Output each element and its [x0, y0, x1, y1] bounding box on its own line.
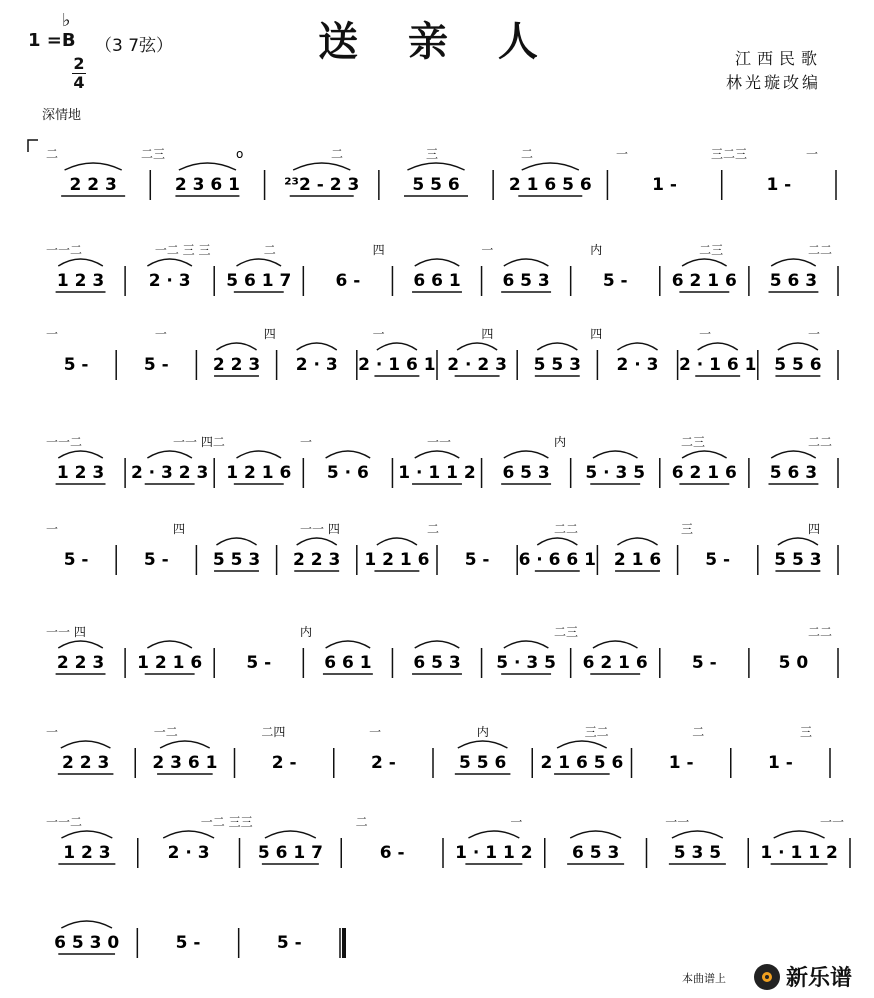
- key-note: B: [61, 30, 76, 51]
- key-prefix: 1 =: [28, 30, 62, 51]
- measure-notes: 2 3 6 1: [152, 753, 218, 773]
- measure-notes: 6 5 3: [413, 653, 461, 673]
- slur-arc: [160, 741, 210, 748]
- measure-notes: 5 -: [143, 550, 169, 570]
- measure-notes: 6 2 1 6: [671, 463, 737, 483]
- slur-arc: [537, 538, 577, 545]
- measure-notes: 5 -: [175, 933, 201, 953]
- slur-arc: [593, 641, 638, 648]
- measure-notes: 2 · 3 2 3: [130, 463, 209, 483]
- fingering-mark: 二: [331, 147, 344, 161]
- measure-notes: 2 · 1 6 1: [358, 355, 436, 375]
- fingering-mark: 四: [590, 327, 603, 341]
- measure-notes: 2 -: [370, 753, 396, 773]
- measure-notes: 6 -: [335, 271, 361, 291]
- slur-arc: [293, 163, 350, 170]
- slur-arc: [58, 451, 103, 458]
- fingering-mark: 一: [369, 725, 382, 739]
- slur-arc: [147, 451, 192, 458]
- fingering-mark: 一: [46, 327, 59, 341]
- measure-notes: 6 2 1 6: [582, 653, 648, 673]
- measure-notes: 6 -: [379, 843, 405, 863]
- fingering-mark: 一: [300, 435, 313, 449]
- measure-notes: 5 -: [276, 933, 302, 953]
- slur-arc: [326, 451, 371, 458]
- measure-notes: 2 2 3: [56, 653, 105, 673]
- slur-arc: [216, 538, 256, 545]
- fingering-mark: 内: [300, 625, 313, 639]
- slur-arc: [504, 641, 549, 648]
- fingering-mark: 一一二: [46, 815, 83, 829]
- measure-notes: 5 -: [143, 355, 169, 375]
- measure-notes: 1 · 1 1 2: [398, 463, 476, 483]
- measure-notes: 5 -: [63, 355, 89, 375]
- measure-notes: 5 6 3: [769, 271, 818, 291]
- fingering-mark: 一二 三 三: [154, 243, 211, 257]
- slur-arc: [778, 538, 818, 545]
- measure-notes: 6 6 1: [324, 653, 372, 673]
- measure-notes: 1 · 1 1 2: [760, 843, 838, 863]
- slur-arc: [147, 641, 192, 648]
- fingering-mark: 一一 四: [300, 522, 340, 536]
- measure-notes: 5 -: [246, 653, 272, 673]
- fingering-mark: 内: [554, 435, 567, 449]
- measure-notes: 6 5 3: [502, 271, 550, 291]
- fingering-mark: 一: [154, 327, 167, 341]
- slur-arc: [468, 831, 519, 838]
- fingering-mark: 四: [481, 327, 494, 341]
- slur-arc: [179, 163, 236, 170]
- measure-notes: 6 2 1 6: [671, 271, 737, 291]
- fingering-mark: 四: [372, 243, 385, 257]
- fingering-mark: 一二 三三: [200, 815, 253, 829]
- slur-arc: [61, 741, 111, 748]
- slur-arc: [216, 343, 256, 350]
- time-top: 2: [73, 54, 85, 73]
- fingering-mark: 二三: [699, 243, 724, 257]
- measure-notes: 1 -: [766, 175, 792, 195]
- measure-notes: 5 5 3: [212, 550, 261, 570]
- fingering-mark: 二二: [808, 243, 833, 257]
- fingering-mark: 一一: [820, 815, 845, 829]
- measure-notes: 5 6 1 7: [257, 843, 323, 863]
- fingering-mark: 一: [510, 815, 523, 829]
- measure-notes: 5 6 1 7: [226, 271, 292, 291]
- measure-notes: 2 1 6 5 6: [508, 175, 592, 195]
- measure-notes: 5 · 3 5: [496, 653, 556, 673]
- measure-notes: 2 1 6: [613, 550, 662, 570]
- slur-arc: [778, 343, 818, 350]
- fingering-mark: 一: [806, 147, 819, 161]
- measure-notes: 5 6 3: [769, 463, 818, 483]
- fingering-mark: 一二: [153, 725, 178, 739]
- slur-arc: [377, 343, 417, 350]
- measure-notes: 1 2 1 6: [137, 653, 203, 673]
- origin-label: 江西民歌: [735, 49, 824, 68]
- measure-notes: 5 5 3: [533, 355, 581, 375]
- slur-arc: [771, 451, 816, 458]
- tempo-marking: 深情地: [42, 108, 82, 123]
- slur-arc: [504, 259, 549, 266]
- slur-arc: [377, 538, 417, 545]
- measure-notes: 1 2 3: [56, 463, 105, 483]
- string-tuning: （3 7弦）: [95, 36, 174, 56]
- fingering-mark: 一: [46, 725, 59, 739]
- measure-notes: 2 2 3: [61, 753, 110, 773]
- slur-arc: [672, 831, 723, 838]
- fingering-mark: 二: [263, 243, 276, 257]
- slur-arc: [771, 259, 816, 266]
- slur-arc: [415, 451, 460, 458]
- slur-arc: [407, 163, 464, 170]
- fingering-mark: 一: [46, 522, 59, 536]
- fingering-mark: 二: [692, 725, 705, 739]
- measure-notes: 6 5 3 0: [54, 933, 120, 953]
- time-bottom: 4: [73, 73, 85, 92]
- site-logo[interactable]: 新乐谱: [786, 966, 853, 991]
- fingering-mark: 一: [699, 327, 712, 341]
- measure-notes: 2 2 3: [293, 550, 341, 570]
- fingering-mark: 一: [372, 327, 385, 341]
- fingering-mark: 二三: [681, 435, 706, 449]
- slur-arc: [457, 343, 497, 350]
- fingering-mark: 二三: [554, 625, 579, 639]
- fingering-mark: 四: [173, 522, 186, 536]
- slur-arc: [61, 921, 112, 928]
- measure-notes: 5 5 6: [412, 175, 460, 195]
- measure-notes: 2 3 6 1: [174, 175, 240, 195]
- measure-notes: 5 -: [464, 550, 490, 570]
- fingering-mark: 二: [521, 147, 534, 161]
- slur-arc: [537, 343, 577, 350]
- measure-notes: 6 5 3: [502, 463, 550, 483]
- fingering-mark: 二二: [554, 522, 579, 536]
- fingering-mark: 四: [263, 327, 276, 341]
- fingering-mark: 一: [481, 243, 494, 257]
- fingering-mark: 一: [808, 327, 821, 341]
- measure-notes: 5 3 5: [673, 843, 722, 863]
- slur-arc: [163, 831, 214, 838]
- slur-arc: [458, 741, 508, 748]
- arranger-label: 林光璇改编: [726, 73, 822, 92]
- slur-arc: [61, 831, 112, 838]
- measure-notes: 1 · 1 1 2: [455, 843, 533, 863]
- measure-notes: 5 -: [602, 271, 628, 291]
- fingering-mark: 内: [590, 243, 603, 257]
- measure-notes: 1 -: [767, 753, 793, 773]
- score-title: 送 亲 人: [318, 19, 556, 65]
- slur-arc: [415, 641, 460, 648]
- slur-arc: [147, 259, 192, 266]
- fingering-mark: ο: [236, 147, 244, 161]
- measure-notes: 2 1 6 5 6: [540, 753, 624, 773]
- source-note: 本曲谱上: [682, 972, 726, 985]
- measure-notes: 5 -: [691, 653, 717, 673]
- slur-arc: [237, 259, 282, 266]
- slur-arc: [682, 259, 727, 266]
- slur-arc: [698, 343, 738, 350]
- slur-arc: [58, 259, 103, 266]
- slur-arc: [570, 831, 621, 838]
- fingering-mark: 二三: [141, 147, 166, 161]
- measure-notes: 1 -: [652, 175, 677, 195]
- music-disc-icon: [752, 962, 782, 992]
- measure-notes: 5 -: [63, 550, 89, 570]
- measure-notes: ²³2 - 2 3: [284, 175, 360, 195]
- flat-sign: ♭: [62, 10, 71, 31]
- slur-arc: [557, 741, 607, 748]
- measure-notes: 1 2 1 6: [364, 550, 430, 570]
- fingering-mark: 二: [427, 522, 440, 536]
- measure-notes: 2 · 2 3: [447, 355, 507, 375]
- fingering-mark: 一一: [427, 435, 452, 449]
- slur-arc: [58, 641, 103, 648]
- slur-arc: [297, 343, 337, 350]
- slur-arc: [617, 538, 657, 545]
- measure-notes: 2 · 3: [148, 271, 191, 291]
- fingering-mark: 三: [800, 725, 813, 739]
- slur-arc: [504, 451, 549, 458]
- measure-notes: 1 -: [668, 753, 694, 773]
- fingering-mark: 三二三: [711, 147, 748, 161]
- measure-notes: 6 5 3: [571, 843, 620, 863]
- measure-notes: 1 2 3: [63, 843, 111, 863]
- measure-notes: 2 2 3: [69, 175, 117, 195]
- measure-notes: 5 · 6: [326, 463, 369, 483]
- measure-notes: 2 2 3: [212, 355, 261, 375]
- measure-notes: 2 · 3: [616, 355, 659, 375]
- measure-notes: 2 · 1 6 1: [678, 355, 757, 375]
- fingering-mark: 二四: [261, 725, 286, 739]
- measure-notes: 2 -: [271, 753, 297, 773]
- measure-notes: 5 5 6: [774, 355, 822, 375]
- fingering-mark: 一一 四: [46, 625, 86, 639]
- slur-arc: [415, 259, 460, 266]
- fingering-mark: 一一 四二: [173, 435, 225, 449]
- fingering-mark: 三: [681, 522, 694, 536]
- measure-notes: 1 2 1 6: [226, 463, 292, 483]
- slur-arc: [65, 163, 122, 170]
- fingering-mark: 一一二: [46, 435, 83, 449]
- fingering-mark: 二: [355, 815, 368, 829]
- slur-arc: [265, 831, 316, 838]
- slur-arc: [617, 343, 657, 350]
- slur-arc: [682, 451, 727, 458]
- measure-notes: 5 5 6: [458, 753, 507, 773]
- fingering-mark: 一一: [665, 815, 690, 829]
- fingering-mark: 二二: [808, 435, 833, 449]
- fingering-mark: 二: [46, 147, 59, 161]
- measure-notes: 5 5 3: [774, 550, 822, 570]
- fingering-mark: 四: [808, 522, 821, 536]
- measure-notes: 2 · 3: [295, 355, 338, 375]
- fingering-mark: 一一二: [46, 243, 83, 257]
- measure-notes: 1 2 3: [56, 271, 105, 291]
- slur-arc: [237, 451, 282, 458]
- slur-arc: [522, 163, 579, 170]
- slur-arc: [593, 451, 638, 458]
- fingering-mark: 内: [476, 725, 489, 739]
- measure-notes: 6 · 6 6 1: [518, 550, 597, 570]
- measure-notes: 6 6 1: [413, 271, 461, 291]
- fingering-mark: 三: [426, 147, 439, 161]
- fingering-mark: 三二: [584, 725, 609, 739]
- fingering-mark: 一: [616, 147, 629, 161]
- slur-arc: [326, 641, 371, 648]
- measure-notes: 5 -: [705, 550, 731, 570]
- slur-arc: [774, 831, 825, 838]
- measure-notes: 2 · 3: [167, 843, 210, 863]
- section-bracket: [28, 140, 38, 152]
- slur-arc: [297, 538, 337, 545]
- fingering-mark: 二二: [808, 625, 833, 639]
- measure-notes: 5 · 3 5: [585, 463, 646, 483]
- measure-notes: 5 0: [778, 653, 809, 673]
